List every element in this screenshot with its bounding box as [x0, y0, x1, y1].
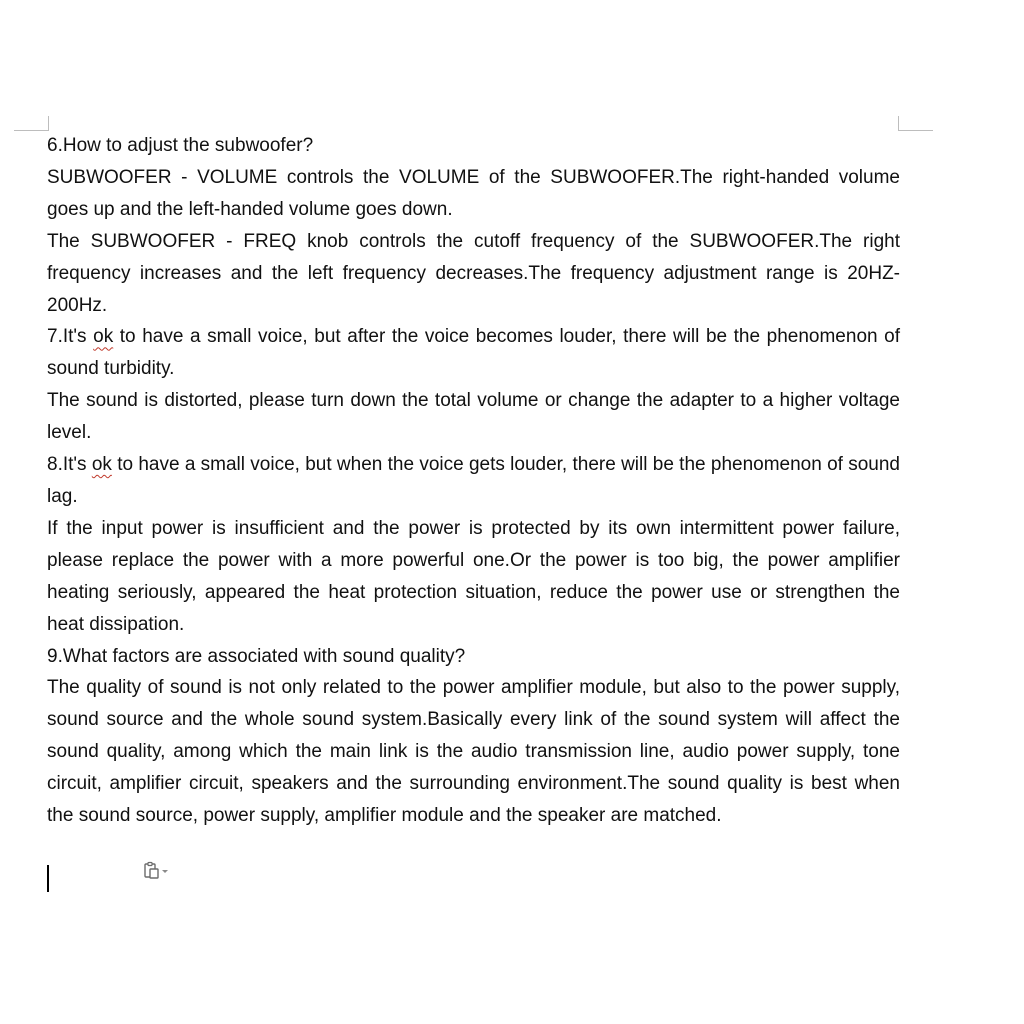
question-8-answer: If the input power is insufficient and the power is protected by its own intermittent power failure, please replace the power with a more powerful one.Or the power is too big, the power amplifier heating seriously, appeared the heat protection situation, reduce the power use or strengthen the heat dissipation. [47, 517, 900, 635]
question-7-answer: The sound is distorted, please turn down the total volume or change the adapter to a higher voltage level. [47, 390, 900, 444]
document-body[interactable] [47, 130, 900, 832]
question-8-suffix: to have a small voice, but when the voice gets louder, there will be the phenomenon of sound lag. [47, 454, 900, 507]
question-8-heading [47, 449, 900, 513]
question-7-heading [47, 321, 900, 385]
page-margin-corner-top-right [898, 116, 933, 131]
question-6-answer-volume: SUBWOOFER - VOLUME controls the VOLUME of the SUBWOOFER.The right-handed volume goes up and the left-handed volume goes down. [47, 166, 900, 220]
spellcheck-flagged-word[interactable]: ok [91, 454, 112, 476]
question-6-heading: 6.How to adjust the subwoofer? [47, 135, 314, 156]
question-6-answer-frequency: The SUBWOOFER - FREQ knob controls the cutoff frequency of the SUBWOOFER.The right frequency increases and the left frequency decreases.The frequency adjustment range is 20HZ-200Hz. [47, 230, 900, 316]
chevron-down-icon [161, 867, 169, 875]
question-9-answer: The quality of sound is not only related to the power amplifier module, but also to the power supply, sound source and the whole sound system.Basically every link of the sound system will affect the sound quality, among which the main link is the audio transmission line, audio power supply, tone circuit, amplifier circuit, speakers and the surrounding environment.The sound quality is best when the sound source, power supply, amplifier module and the speaker are matched. [47, 677, 900, 827]
text-cursor [47, 865, 49, 892]
paste-options-button[interactable] [143, 861, 173, 881]
clipboard-paste-icon [143, 861, 161, 881]
question-9-heading: 9.What factors are associated with sound quality? [47, 645, 466, 667]
spellcheck-flagged-word[interactable]: ok [93, 326, 114, 348]
question-7-prefix: 7.It's [47, 326, 94, 348]
question-8-prefix: 8.It's [47, 454, 92, 476]
page-margin-corner-top-left [14, 116, 49, 131]
question-7-suffix: to have a small voice, but after the voice becomes louder, there will be the phenomenon of sound turbidity. [47, 326, 900, 380]
